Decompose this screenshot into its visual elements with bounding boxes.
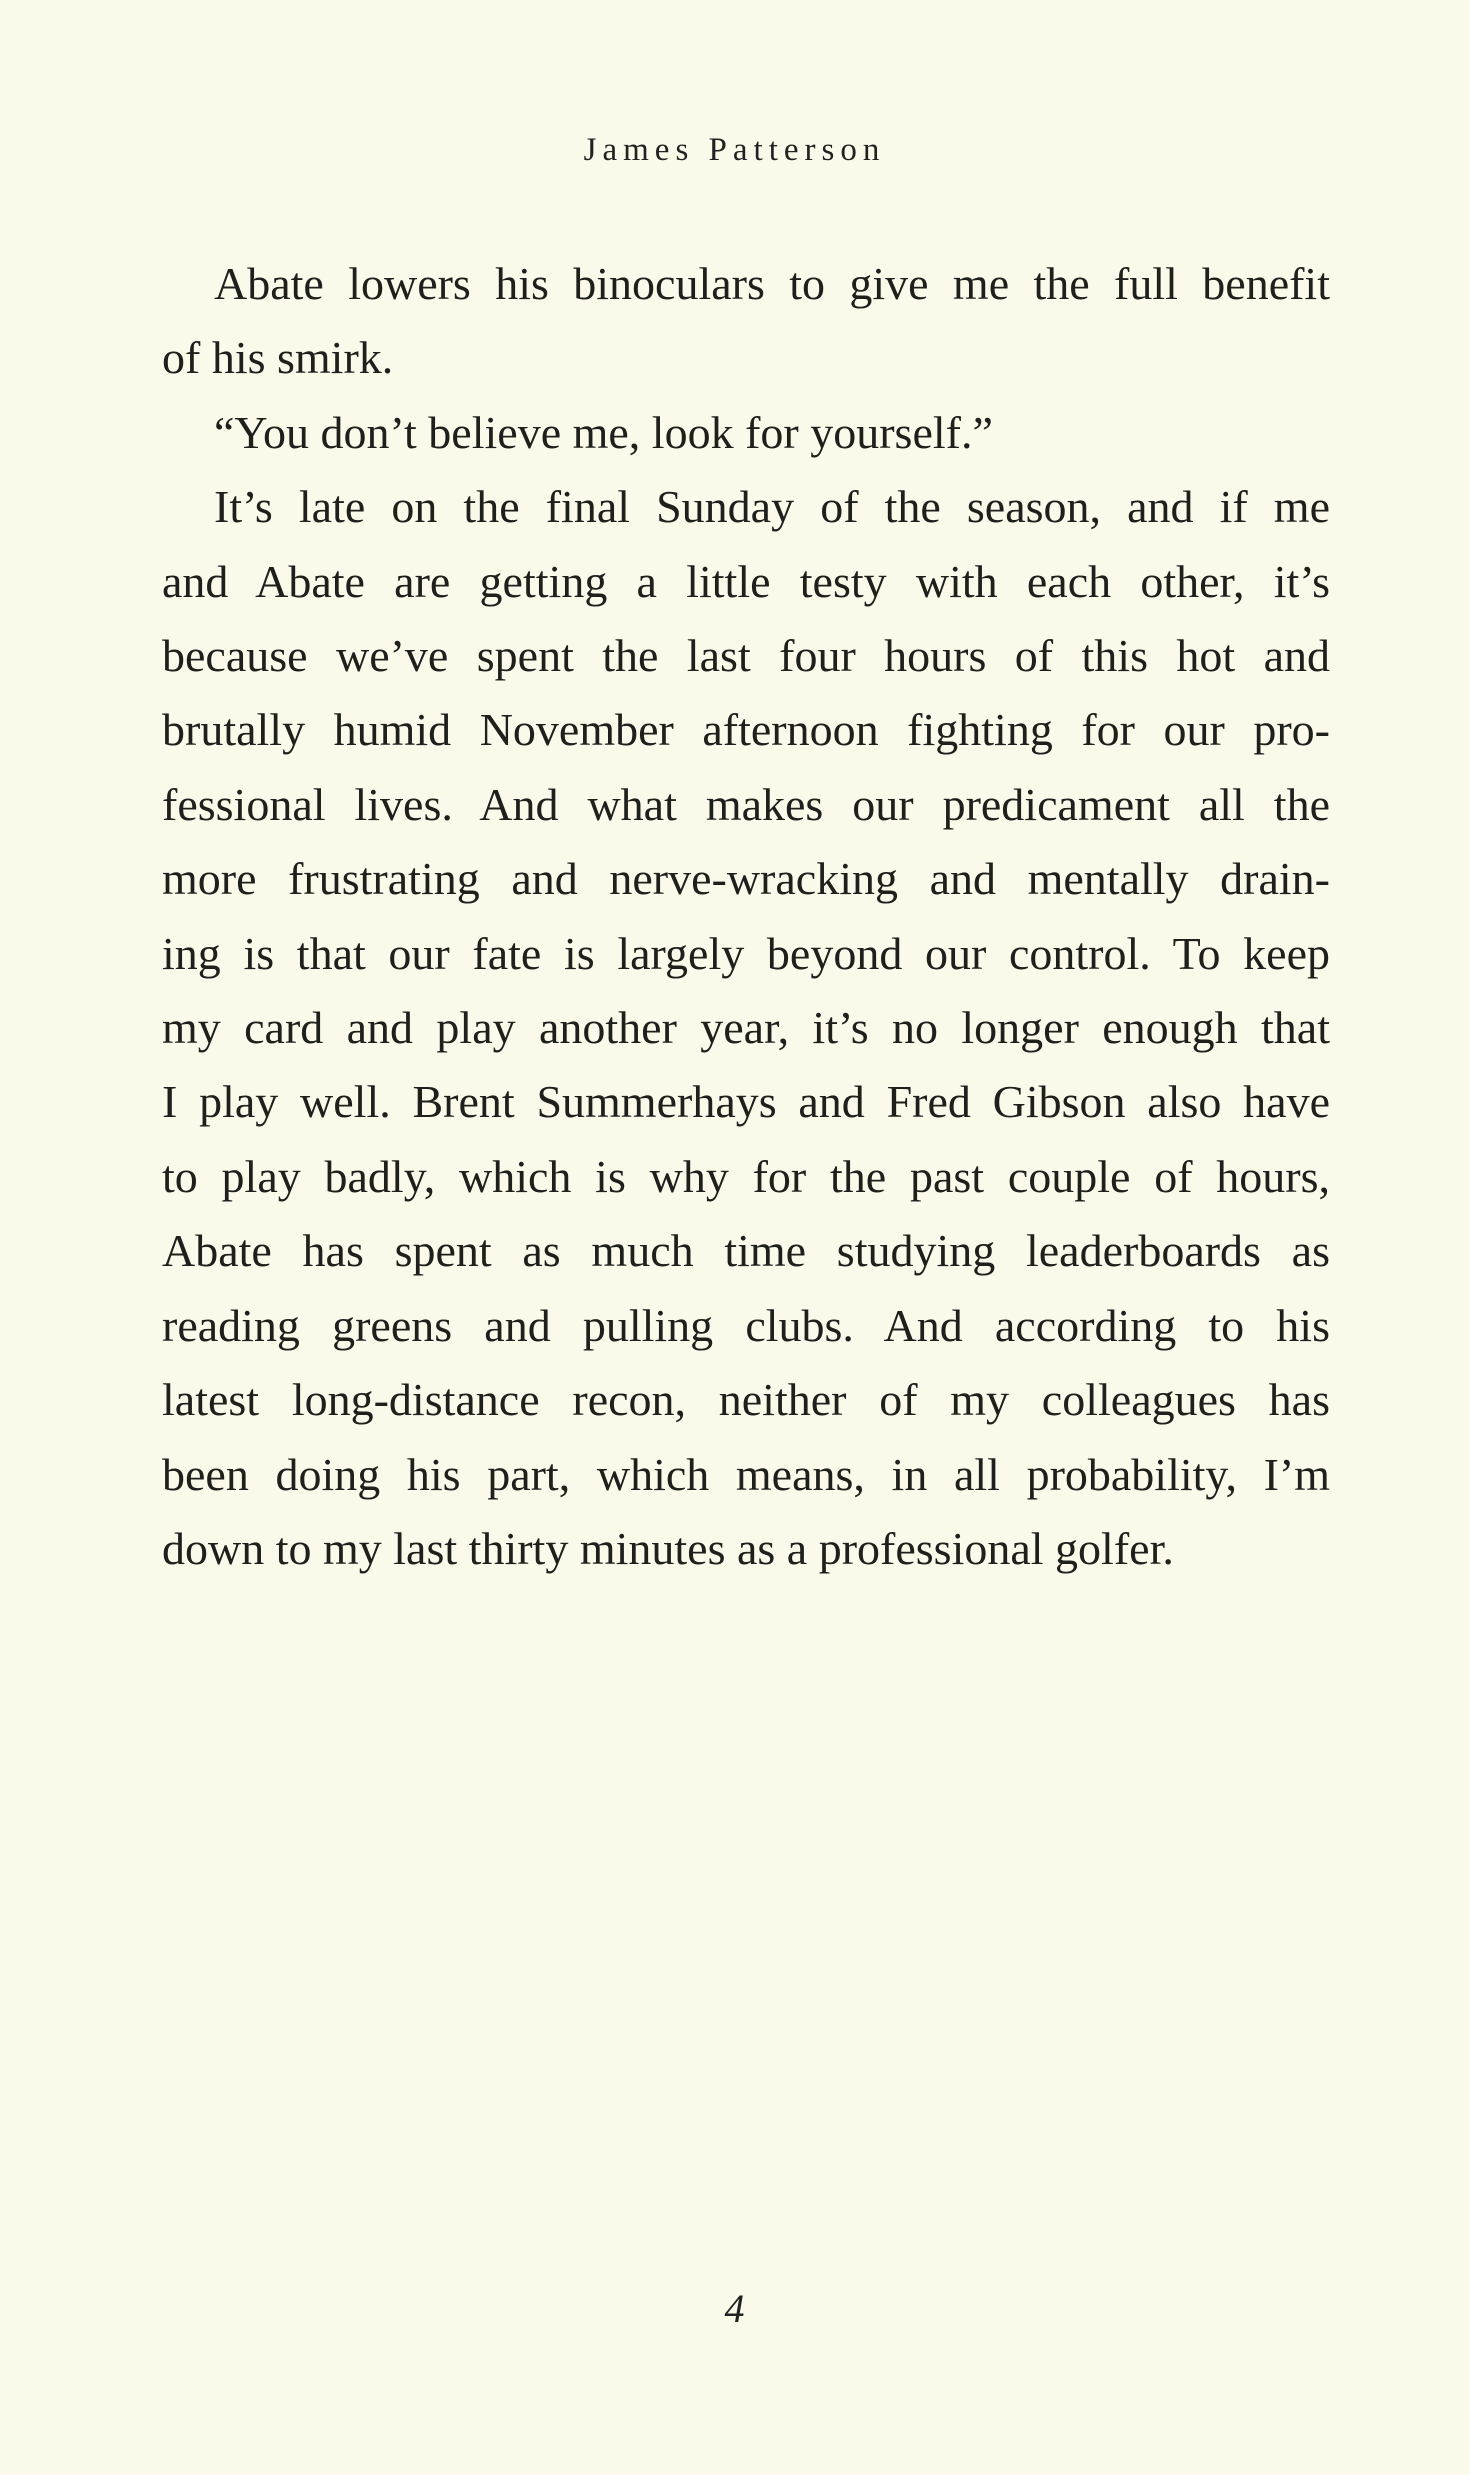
text-line: latest long-distance recon, neither of my colleagues has: [162, 1374, 1330, 1426]
body-text: [162, 247, 1330, 1586]
text-line: to play badly, which is why for the past couple of hours,: [162, 1150, 1330, 1202]
page-number: 4: [724, 2286, 745, 2331]
text-line: because we’ve spent the last four hours of this hot and: [162, 630, 1330, 682]
text-line: “You don’t believe me, look for yourself.”: [214, 406, 993, 458]
text-line: Abate has spent as much time studying leaderboards as: [162, 1225, 1330, 1277]
text-line: my card and play another year, it’s no longer enough that: [162, 1002, 1330, 1054]
text-line: fessional lives. And what makes our predicament all the: [162, 778, 1330, 830]
text-line: reading greens and pulling clubs. And according to his: [162, 1299, 1330, 1351]
text-line: of his smirk.: [162, 332, 394, 384]
text-line: more frustrating and nerve-wracking and mentally drain-: [162, 853, 1330, 905]
text-line: Abate lowers his binoculars to give me the full benefit: [214, 258, 1330, 309]
text-line: It’s late on the final Sunday of the season, and if me: [214, 481, 1330, 533]
running-head: James Patterson: [583, 132, 886, 168]
text-line: brutally humid November afternoon fighting for our pro-: [162, 704, 1330, 756]
text-line: ing is that our fate is largely beyond our control. To keep: [162, 927, 1330, 979]
text-line: down to my last thirty minutes as a professional golfer.: [162, 1522, 1174, 1574]
text-line: been doing his part, which means, in all probability, I’m: [162, 1448, 1330, 1500]
text-line: I play well. Brent Summerhays and Fred Gibson also have: [162, 1076, 1330, 1128]
text-line: and Abate are getting a little testy with each other, it’s: [162, 555, 1330, 607]
